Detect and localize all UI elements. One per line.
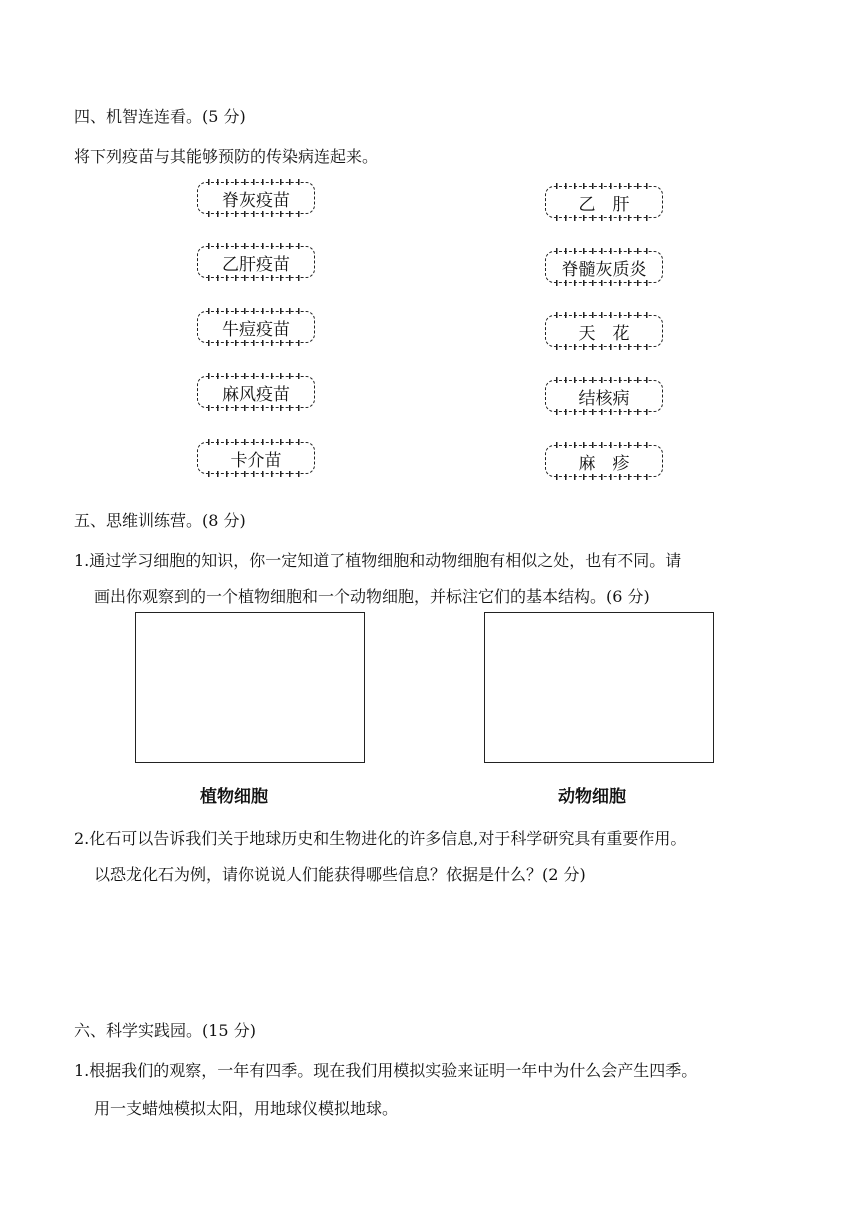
section4-title: 四、机智连连看。(5 分) [74,107,246,126]
animal-cell-label: 动物细胞 [558,787,626,807]
section5-q2-line2: 以恐龙化石为例，请你说说人们能获得哪些信息？依据是什么？(2 分) [94,865,586,884]
section6-q1-line1: 1.根据我们的观察，一年有四季。现在我们用模拟实验来证明一年中为什么会产生四季。 [74,1061,698,1080]
section6-q1-line2: 用一支蜡烛模拟太阳，用地球仪模拟地球。 [94,1099,399,1118]
section4-instruction: 将下列疫苗与其能够预防的传染病连起来。 [74,147,379,166]
vaccine-box-bcg[interactable]: 卡介苗 [197,442,315,474]
plant-cell-label: 植物细胞 [200,787,268,807]
section5-title: 五、思维训练营。(8 分) [74,511,246,530]
disease-box-poliomyelitis[interactable]: 脊髓灰质炎 [545,251,663,283]
section5-q2-line1: 2.化石可以告诉我们关于地球历史和生物进化的许多信息,对于科学研究具有重要作用。 [74,829,687,848]
vaccine-box-polio[interactable]: 脊灰疫苗 [197,182,315,214]
animal-cell-drawing-area[interactable] [484,612,714,763]
disease-box-measles[interactable]: 麻 疹 [545,445,663,477]
section5-q1-line1: 1.通过学习细胞的知识，你一定知道了植物细胞和动物细胞有相似之处，也有不同。请 [74,551,682,570]
disease-box-smallpox[interactable]: 天 花 [545,315,663,347]
disease-box-tuberculosis[interactable]: 结核病 [545,380,663,412]
section5-q1-line2: 画出你观察到的一个植物细胞和一个动物细胞，并标注它们的基本结构。(6 分) [94,587,650,606]
vaccine-box-hepatitis-b[interactable]: 乙肝疫苗 [197,246,315,278]
vaccine-box-leprosy[interactable]: 麻风疫苗 [197,376,315,408]
disease-box-hepatitis-b[interactable]: 乙 肝 [545,186,663,218]
vaccine-box-smallpox[interactable]: 牛痘疫苗 [197,311,315,343]
section6-title: 六、科学实践园。(15 分) [74,1021,256,1040]
plant-cell-drawing-area[interactable] [135,612,365,763]
